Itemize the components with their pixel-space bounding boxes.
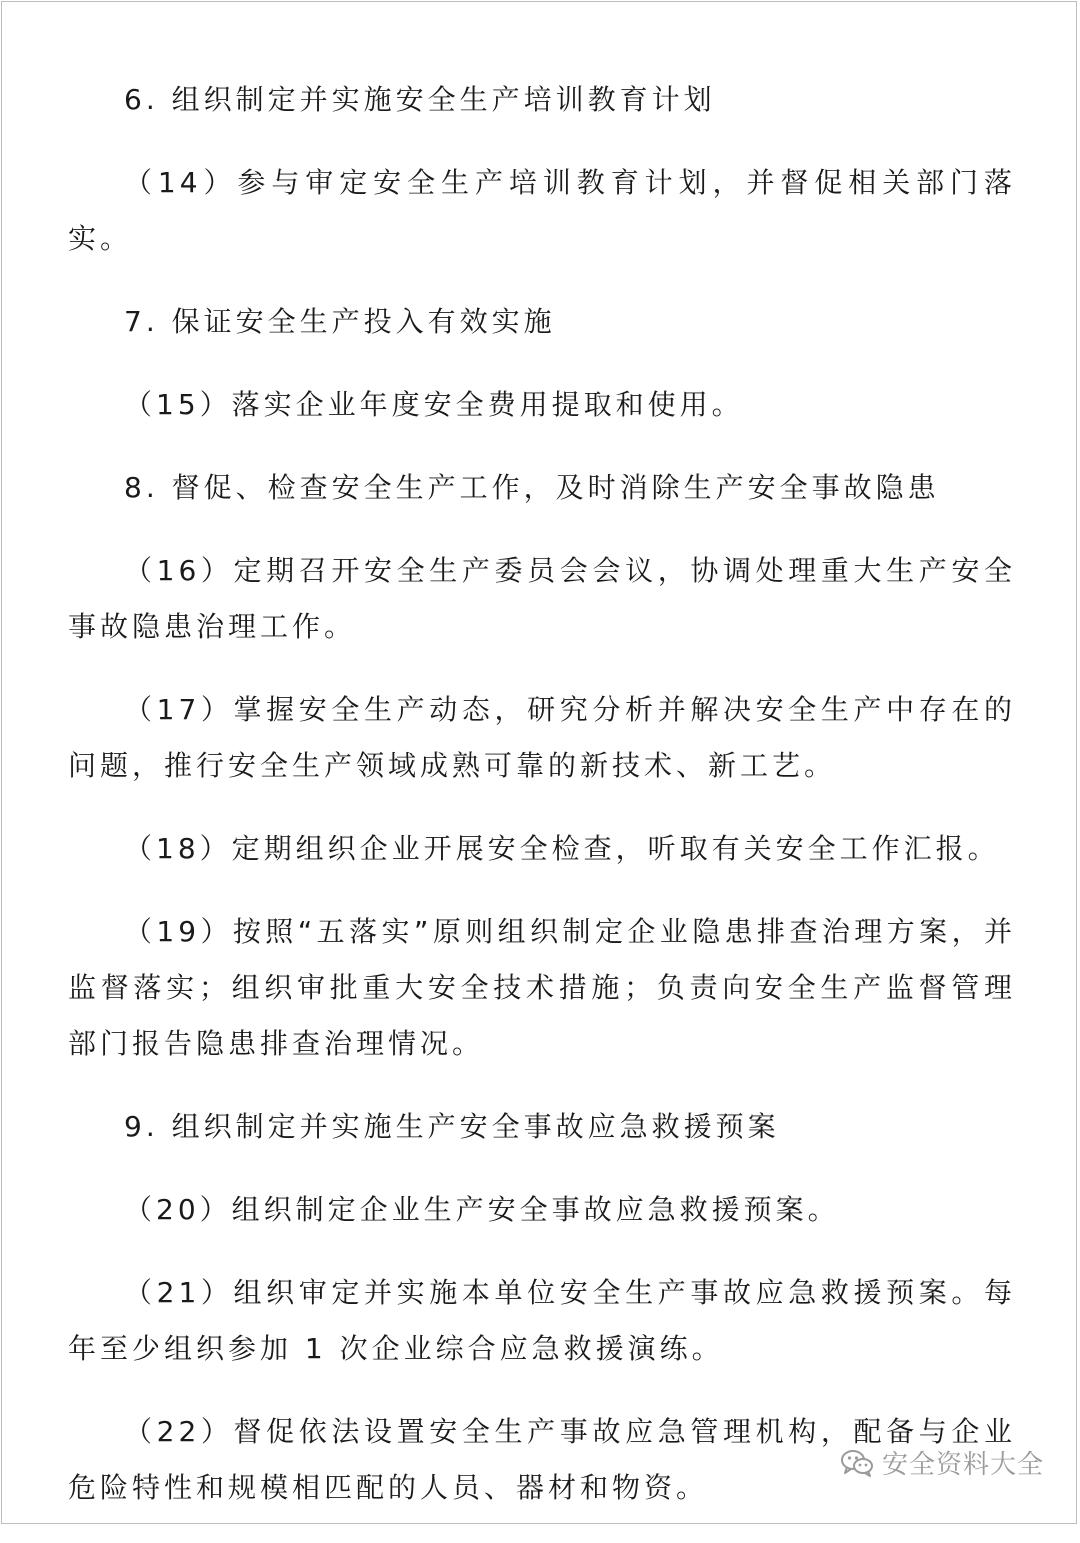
item-22: （22）督促依法设置安全生产事故应急管理机构，配备与企业危险特性和规模相匹配的人员、器材和物资。 — [68, 1415, 1016, 1504]
item-16: （16）定期召开安全生产委员会会议，协调处理重大生产安全事故隐患治理工作。 — [68, 554, 1016, 643]
document-body — [68, 72, 1016, 1543]
section-heading-8: 8. 督促、检查安全生产工作，及时消除生产安全事故隐患 — [124, 471, 940, 504]
item-20: （20）组织制定企业生产安全事故应急救援预案。 — [124, 1193, 840, 1226]
section-heading-7: 7. 保证安全生产投入有效实施 — [124, 305, 556, 338]
watermark-text: 安全资料大全 — [881, 1450, 1044, 1480]
item-15: （15）落实企业年度安全费用提取和使用。 — [124, 388, 744, 421]
wechat-icon — [840, 1448, 874, 1478]
item-19: （19）按照“五落实”原则组织制定企业隐患排查治理方案，并监督落实；组织审批重大安全技术措施；负责向安全生产监督管理部门报告隐患排查治理情况。 — [68, 915, 1016, 1060]
item-17: （17）掌握安全生产动态，研究分析并解决安全生产中存在的问题，推行安全生产领域成熟可靠的新技术、新工艺。 — [68, 693, 1016, 782]
item-18: （18）定期组织企业开展安全检查，听取有关安全工作汇报。 — [124, 832, 1000, 865]
item-14: （14）参与审定安全生产培训教育计划，并督促相关部门落实。 — [68, 166, 1016, 255]
section-heading-6: 6. 组织制定并实施安全生产培训教育计划 — [124, 83, 716, 116]
item-21: （21）组织审定并实施本单位安全生产事故应急救援预案。每年至少组织参加 1 次企业综合应急救援演练。 — [68, 1276, 1016, 1365]
section-heading-9: 9. 组织制定并实施生产安全事故应急救援预案 — [124, 1110, 780, 1143]
watermark — [840, 1444, 1044, 1481]
